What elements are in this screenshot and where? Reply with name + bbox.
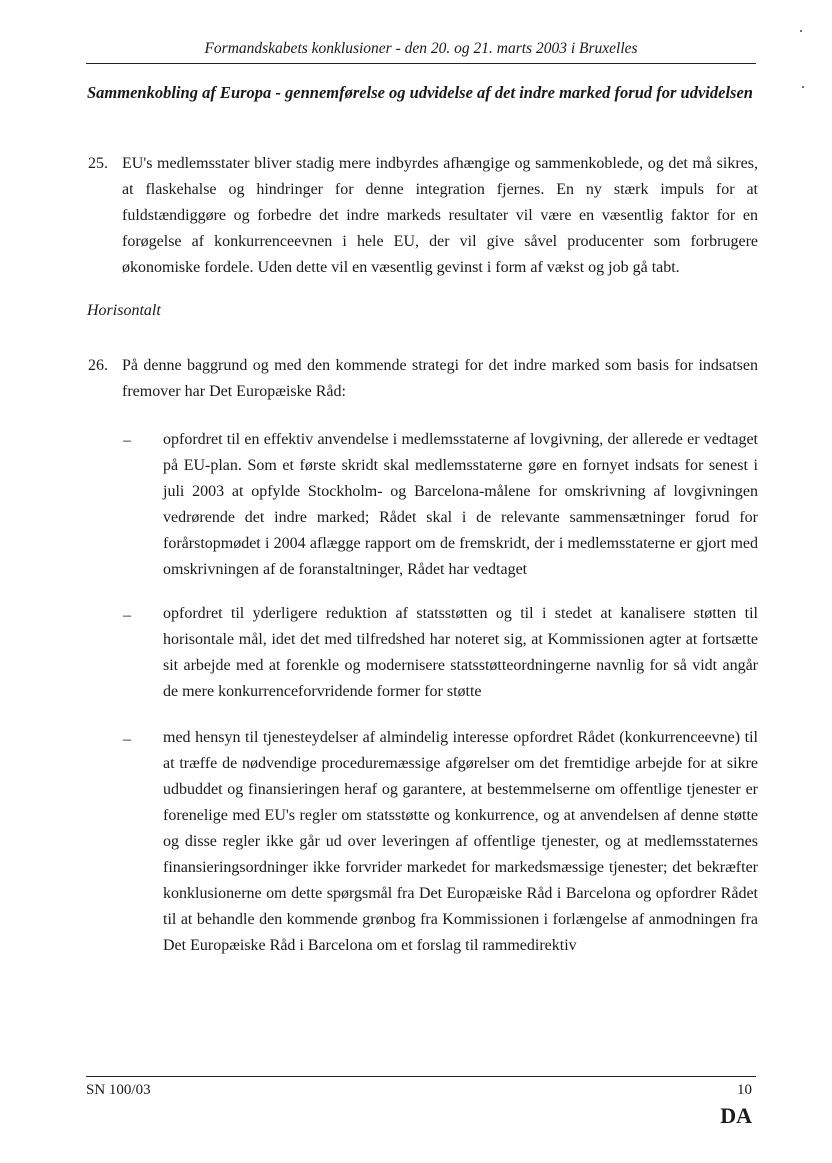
bullet-item-tjenesteydelser: med hensyn til tjenesteydelser af almindelig interesse opfordret Rådet (konkurrenceevne) til at træffe de nødvendige proceduremæssige afgørelser om det fremtidige arbejde for at sikre udbuddet og finansieringen heraf og garantere, at bestemmelserne om offentlige tjenester er forenelige med EU's regler om statsstøtte og konkurrence, og at anvendelsen af denne støtte og disse regler ikke går ud over leveringen af offentlige tjenester, og at medlemsstaternes finansieringsordninger ikke forvrider markedet for markedsmæssige tjenester; det bekræfter konklusionerne om dette spørgsmål fra Det Europæiske Råd i Barcelona og opfordrer Rådet til at behandle den kommende grønbog fra Kommissionen i forlængelse af anmodningen fra Det Europæiske Råd i Barcelona om et forslag til rammedirektiv	[163, 729, 758, 954]
bullet-dash: –	[123, 607, 131, 624]
language-code: DA	[720, 1103, 752, 1128]
scan-speck	[802, 86, 804, 88]
subheading-horisontalt: Horisontalt	[87, 302, 161, 319]
bullet-dash: –	[123, 731, 131, 748]
page-number: 10	[737, 1082, 752, 1098]
bullet-item-statsstotte: opfordret til yderligere reduktion af statsstøtten og til i stedet at kanalisere støtten til horisontale mål, idet det med tilfredshed har noteret sig, at Kommissionen agter at fortsætte sit arbejde med at forenkle og modernisere statsstøtteordningerne navnlig for så vidt angår de mere konkurrenceforvridende former for støtte	[163, 605, 758, 700]
bullet-dash: –	[123, 432, 131, 449]
paragraph-26-intro: På denne baggrund og med den kommende strategi for det indre marked som basis for indsatsen fremover har Det Europæiske Råd:	[122, 357, 758, 400]
running-header: Formandskabets konklusioner - den 20. og 21. marts 2003 i Bruxelles	[204, 40, 638, 57]
paragraph-number-25: 25.	[88, 155, 108, 172]
paragraph-25-text: EU's medlemsstater bliver stadig mere indbyrdes afhængige og sammenkoblede, og det må sikres, at flaskehalse og hindringer for denne integration fjernes. En ny stærk impuls for at fuldstændiggøre og forbedre det indre markeds resultater vil være en væsentlig faktor for en forøgelse af konkurrenceevnen i hele EU, der vil give såvel producenter som forbrugere økonomiske fordele. Uden dette vil en væsentlig gevinst i form af vækst og job gå tabt.	[122, 155, 758, 276]
scan-speck	[800, 30, 802, 32]
bullet-item-lovgivning: opfordret til en effektiv anvendelse i medlemsstaterne af lovgivning, der allerede er vedtaget på EU-plan. Som et første skridt skal medlemsstaterne gøre en fornyet indsats for senest i juli 2003 at opfylde Stockholm- og Barcelona-målene for omskrivning af lovgivningen vedrørende det indre marked; Rådet skal i de relevante sammensætninger forud for forårstopmødet i 2004 aflægge rapport om de fremskridt, der i medlemsstaterne er gjort med omskrivningen af de foranstaltninger, Rådet har vedtaget	[163, 431, 758, 578]
footer-rule	[86, 1076, 756, 1077]
section-title: Sammenkobling af Europa - gennemførelse og udvidelse af det indre marked forud for udvidelsen	[87, 83, 753, 102]
document-reference: SN 100/03	[86, 1082, 151, 1098]
paragraph-number-26: 26.	[88, 357, 108, 374]
header-rule	[86, 63, 756, 64]
